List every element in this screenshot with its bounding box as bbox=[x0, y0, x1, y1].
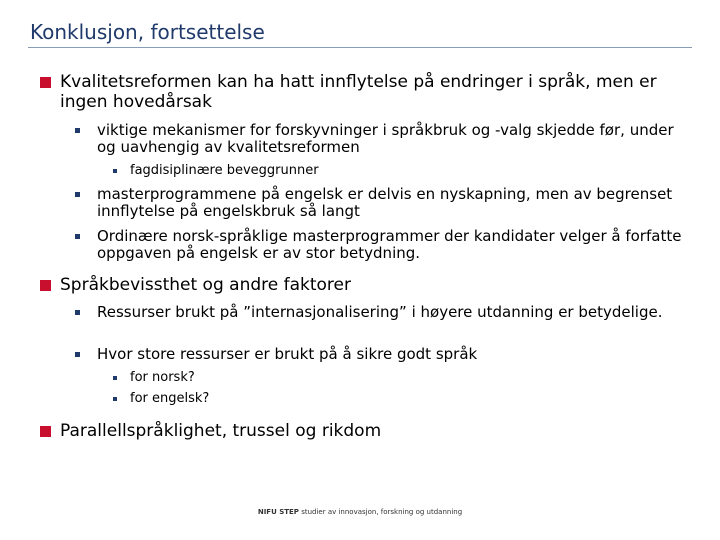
bullet-text: for norsk? bbox=[130, 370, 195, 385]
bullet-level2 bbox=[75, 304, 695, 321]
square-bullet-icon bbox=[75, 310, 80, 315]
bullet-text: Ordinære norsk-språklige masterprogrammer der kandidater velger å forfatte oppgaven på engelsk er av stor betydning. bbox=[97, 227, 682, 262]
bullet-text: Språkbevissthet og andre faktorer bbox=[60, 275, 351, 295]
bullet-text: masterprogrammene på engelsk er delvis en nyskapning, men av begrenset innflytelse på engelskbruk så langt bbox=[97, 185, 673, 220]
square-bullet-icon bbox=[75, 192, 80, 197]
bullet-level1 bbox=[40, 275, 700, 295]
square-bullet-icon bbox=[75, 352, 80, 357]
square-bullet-icon bbox=[113, 397, 117, 401]
slide-title: Konklusjon, fortsettelse bbox=[30, 20, 265, 44]
bullet-text: viktige mekanismer for forskyvninger i språkbruk og -valg skjedde før, under og uavhengig av kvalitetsreformen bbox=[97, 121, 674, 156]
square-bullet-icon bbox=[75, 234, 80, 239]
bullet-text: for engelsk? bbox=[130, 391, 210, 406]
footer bbox=[0, 508, 720, 516]
bullet-level3 bbox=[113, 391, 673, 407]
square-bullet-icon bbox=[75, 128, 80, 133]
square-bullet-icon bbox=[40, 77, 51, 88]
bullet-level2 bbox=[75, 122, 695, 156]
bullet-text: Parallellspråklighet, trussel og rikdom bbox=[60, 421, 382, 441]
square-bullet-icon bbox=[113, 376, 117, 380]
square-bullet-icon bbox=[113, 169, 117, 173]
bullet-text: Kvalitetsreformen kan ha hatt innflytelse på endringer i språk, men er ingen hovedårsak bbox=[60, 72, 657, 112]
bullet-level3 bbox=[113, 370, 673, 386]
bullet-level1 bbox=[40, 72, 700, 112]
bullet-text: Ressurser brukt på ”internasjonalisering” i høyere utdanning er betydelige. bbox=[97, 303, 663, 321]
bullet-level2 bbox=[75, 228, 695, 262]
footer-tagline: studier av innovasjon, forskning og utdanning bbox=[301, 508, 463, 516]
bullet-level2 bbox=[75, 186, 695, 220]
bullet-text: fagdisiplinære beveggrunner bbox=[130, 163, 319, 178]
title-divider bbox=[28, 47, 692, 48]
bullet-level1 bbox=[40, 421, 700, 441]
bullet-level2 bbox=[75, 346, 695, 363]
footer-brand: NIFU STEP bbox=[257, 508, 299, 516]
bullet-text: Hvor store ressurser er brukt på å sikre godt språk bbox=[97, 345, 478, 363]
bullet-level3 bbox=[113, 163, 673, 179]
square-bullet-icon bbox=[40, 280, 51, 291]
square-bullet-icon bbox=[40, 426, 51, 437]
